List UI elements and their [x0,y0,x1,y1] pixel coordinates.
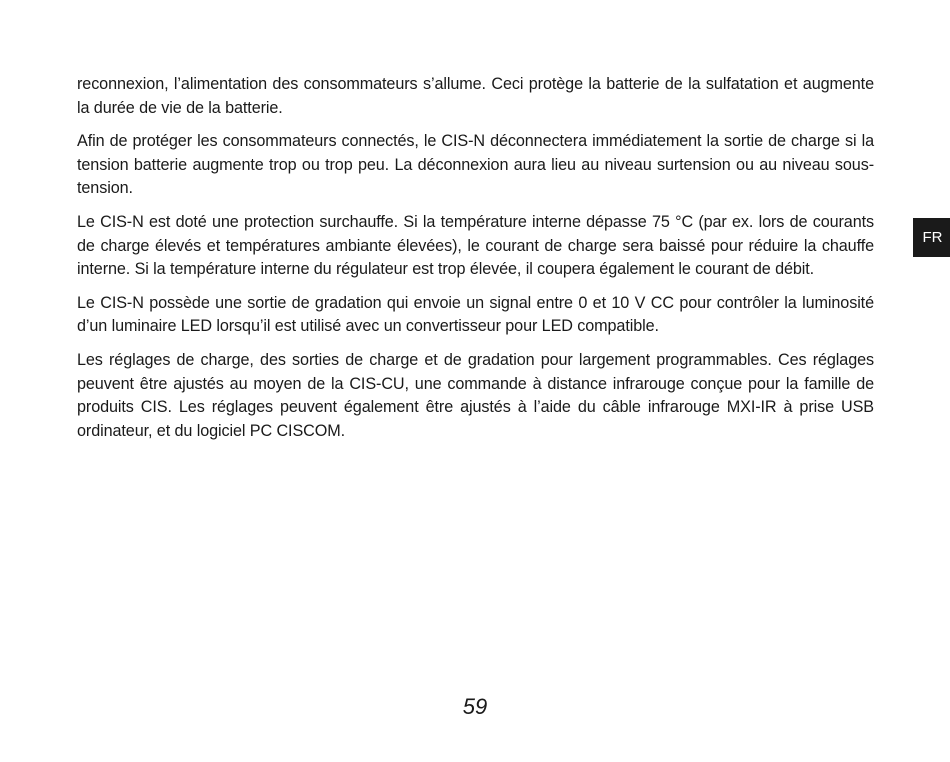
language-tab-fr: FR [913,218,950,257]
paragraph-sortie-gradation: Le CIS-N possède une sortie de gradation qui envoie un signal entre 0 et 10 V CC pour contrôler la luminosité d’un luminaire LED lorsqu’il est utilisé avec un convertisseur pour LED compatible. [77,293,874,336]
page-number: 59 [462,694,488,719]
paragraph-reglages: Les réglages de charge, des sorties de charge et de gradation pour largement programmables. Ces réglages peuvent être ajustés au moyen de la CIS-CU, une commande à distance infrarouge conçue pour la famille de produits CIS. Les réglages peuvent également être ajustés à l’aide du câble infrarouge MXI-IR à prise USB ordinateur, et du logiciel PC CISCOM. [77,350,874,440]
paragraph-protection-consommateurs: Afin de protéger les consommateurs connectés, le CIS-N déconnectera immédiatement la sortie de charge si la tension batterie augmente trop ou trop peu. La déconnexion aura lieu au niveau surtension ou au niveau sous-tension. [77,132,874,198]
document-body [77,73,874,453]
paragraph-protection-surchauffe: Le CIS-N est doté une protection surchauffe. Si la température interne dépasse 75 °C (par ex. lors de courants de charge élevés et températures ambiante élevées), le courant de charge sera baissé pour réduire la chauffe interne. Si la température interne du régulateur est trop élevée, il coupera également le courant de débit. [77,212,874,279]
paragraph-reconnexion: reconnexion, l’alimentation des consommateurs s’allume. Ceci protège la batterie de la sulfatation et augmente la durée de vie de la batterie. [77,75,874,117]
